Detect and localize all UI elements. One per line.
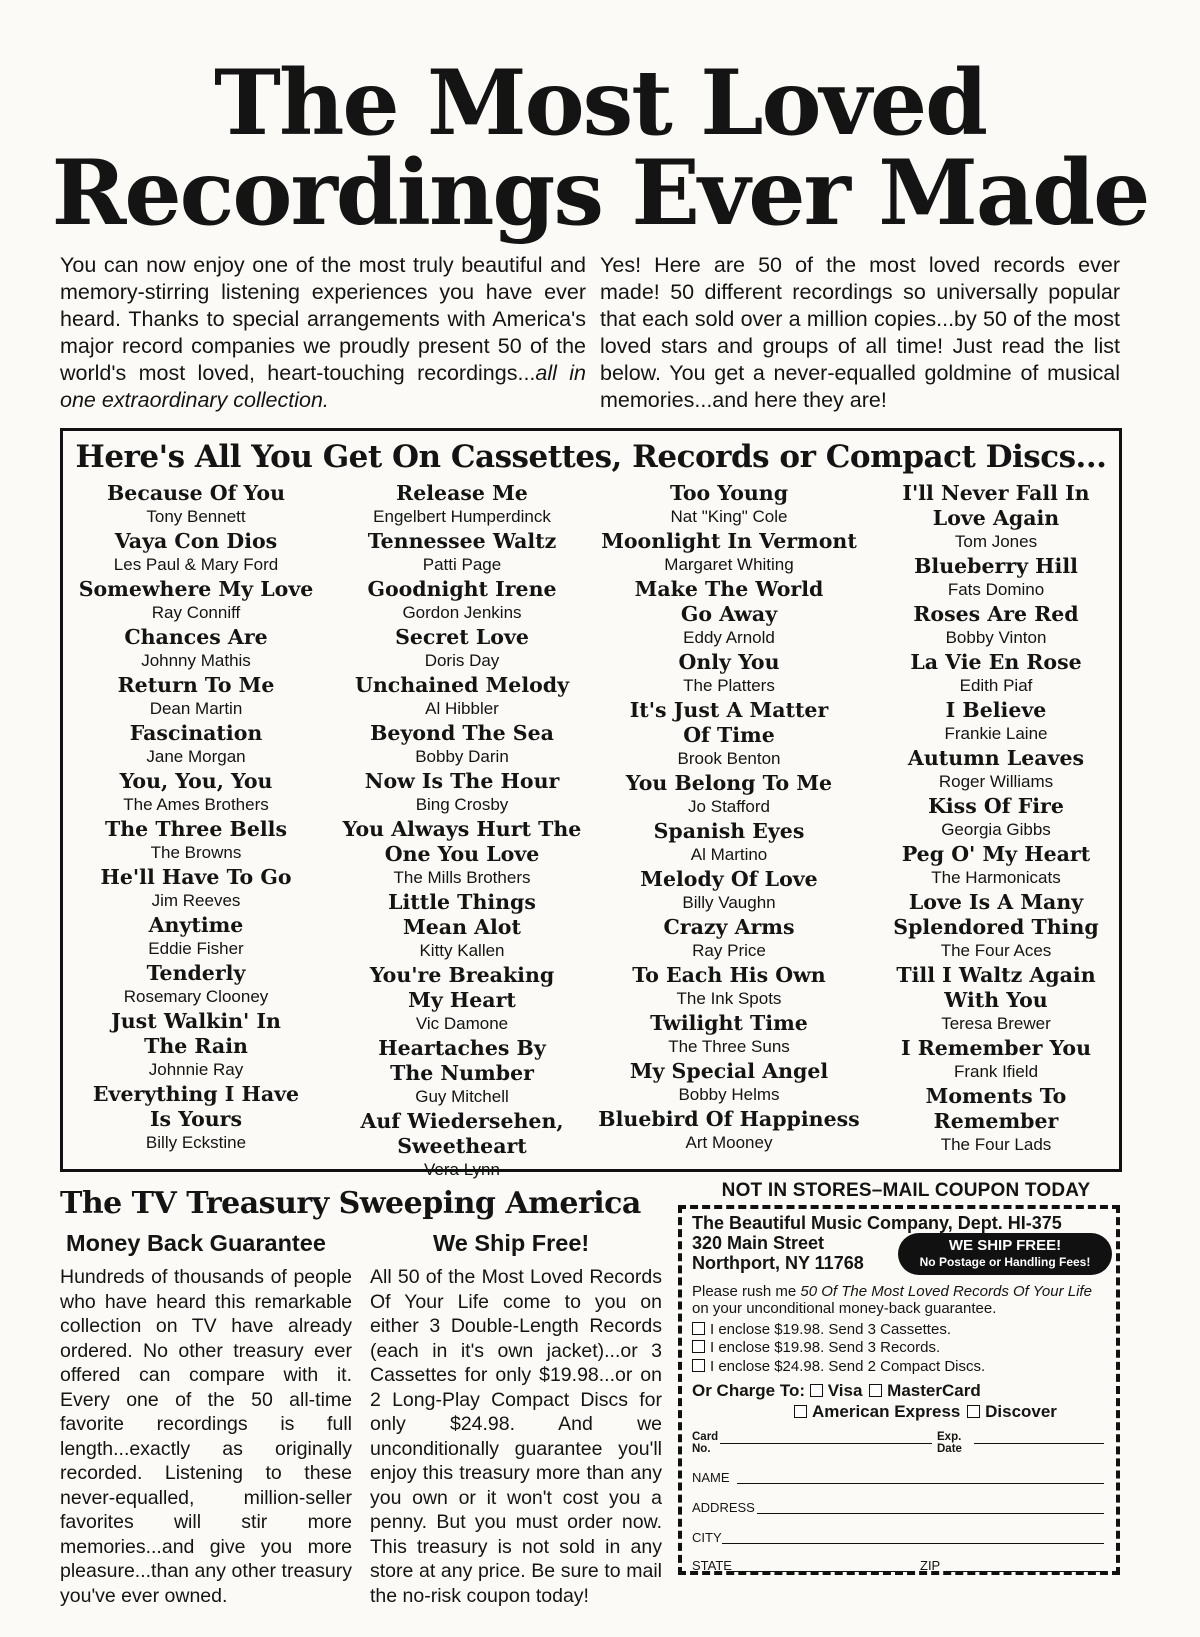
song-artist: Fats Domino <box>947 580 1045 599</box>
song-title: Goodnight Irene <box>367 577 557 601</box>
ship-heading: We Ship Free! <box>433 1230 590 1256</box>
card-discover[interactable] <box>967 1402 1057 1421</box>
song-entry <box>63 481 329 528</box>
song-column <box>863 481 1129 1157</box>
exp-date-label-2: Date <box>937 1443 962 1455</box>
song-title: You Always Hurt The <box>342 817 582 841</box>
song-title: Release Me <box>396 481 528 505</box>
song-entry <box>863 842 1129 889</box>
song-title: Somewhere My Love <box>78 577 314 601</box>
song-column <box>63 481 329 1155</box>
song-title: Of Time <box>683 723 775 747</box>
song-entry <box>863 1084 1129 1156</box>
song-entry <box>863 1036 1129 1083</box>
song-artist: The Mills Brothers <box>393 868 531 887</box>
song-entry <box>63 625 329 672</box>
intro-right-paragraph: Yes! Here are 50 of the most loved records ever made! 50 different recordings so universally popular that each sold over a million copies...by 50 of the most loved stars and groups of all time! Just read the list below. You get a never-equalled goldmine of musical memories...and here they are! <box>600 253 1120 412</box>
song-entry <box>63 817 329 864</box>
song-artist: Brook Benton <box>677 749 781 768</box>
song-title: I Believe <box>945 698 1047 722</box>
song-entry <box>63 769 329 816</box>
song-artist: Bobby Vinton <box>945 628 1047 647</box>
song-entry <box>329 1109 595 1181</box>
badge-line-1: WE SHIP FREE! <box>948 1237 1062 1254</box>
card-number-field[interactable] <box>720 1443 932 1444</box>
song-entry <box>329 625 595 672</box>
song-entry <box>63 1082 329 1154</box>
song-title: It's Just A Matter <box>629 698 829 722</box>
option-compact-discs-label: I enclose $24.98. Send 2 Compact Discs. <box>710 1358 986 1375</box>
guarantee-heading: Money Back Guarantee <box>66 1230 326 1256</box>
song-artist: Doris Day <box>424 651 500 670</box>
song-title: Twilight Time <box>650 1011 808 1035</box>
song-title: Too Young <box>669 481 789 505</box>
song-title: Go Away <box>680 602 778 626</box>
song-title: Beyond The Sea <box>370 721 554 745</box>
song-artist: Rosemary Clooney <box>123 987 269 1006</box>
song-entry <box>63 913 329 960</box>
song-artist: Bobby Darin <box>415 747 509 766</box>
free-shipping-badge <box>898 1233 1112 1275</box>
song-entry <box>63 1009 329 1081</box>
song-entry <box>63 961 329 1008</box>
song-artist: Vic Damone <box>415 1014 509 1033</box>
song-title: Splendored Thing <box>893 915 1099 939</box>
card-visa[interactable] <box>810 1381 863 1400</box>
card-visa-label: Visa <box>827 1381 863 1400</box>
song-artist: Billy Eckstine <box>145 1133 247 1152</box>
song-title: My Special Angel <box>629 1059 829 1083</box>
option-cassettes-label: I enclose $19.98. Send 3 Cassettes. <box>710 1321 951 1338</box>
song-entry <box>329 673 595 720</box>
song-artist: Roger Williams <box>938 772 1054 791</box>
song-title: Because Of You <box>106 481 285 505</box>
song-entry <box>596 1011 862 1058</box>
exp-date-field[interactable] <box>974 1443 1104 1444</box>
intro-left-text: You can now enjoy one of the most truly beautiful and memory-stirring listening experiences you have ever heard. Thanks to special arrangements with America's major record companies we proudly present 50 of the world's most loved, heart-touching recordings... <box>60 253 586 385</box>
song-title: One You Love <box>384 842 540 866</box>
intro-left-paragraph <box>60 252 586 414</box>
song-artist: Ray Price <box>692 941 766 960</box>
song-artist: Johnnie Ray <box>148 1060 244 1079</box>
song-artist: Bing Crosby <box>415 795 509 814</box>
option-cassettes[interactable] <box>692 1321 951 1339</box>
song-title: The Rain <box>144 1034 248 1058</box>
song-artist: Bobby Helms <box>678 1085 780 1104</box>
song-title: Autumn Leaves <box>907 746 1085 770</box>
song-title: Mean Alot <box>403 915 521 939</box>
song-entry <box>863 794 1129 841</box>
checkbox-records[interactable] <box>692 1340 705 1353</box>
song-entry <box>596 1059 862 1106</box>
song-artist: Frankie Laine <box>944 724 1048 743</box>
song-title: Moments To <box>925 1084 1067 1108</box>
song-title: Remember <box>933 1109 1059 1133</box>
song-entry <box>329 481 595 528</box>
song-title: Just Walkin' In <box>111 1009 281 1033</box>
song-entry <box>63 529 329 576</box>
song-title: Fascination <box>129 721 263 745</box>
song-artist: The Platters <box>683 676 775 695</box>
song-artist: Al Martino <box>690 845 768 864</box>
coupon-city: Northport, NY 11768 <box>692 1253 864 1273</box>
song-entry <box>329 529 595 576</box>
checkbox-mastercard[interactable] <box>869 1384 882 1397</box>
song-entry <box>329 890 595 962</box>
coupon-label: NOT IN STORES–MAIL COUPON TODAY <box>721 1180 1091 1201</box>
song-title: You're Breaking <box>369 963 555 987</box>
card-mastercard[interactable] <box>869 1381 981 1400</box>
card-number-label-2: No. <box>692 1443 711 1455</box>
song-artist: Art Mooney <box>685 1133 773 1152</box>
song-artist: Tom Jones <box>954 532 1038 551</box>
song-entry <box>329 577 595 624</box>
address-label: ADDRESS <box>692 1500 755 1515</box>
song-title: Sweetheart <box>397 1134 527 1158</box>
song-entry <box>863 746 1129 793</box>
song-column <box>329 481 595 1182</box>
song-title: The Three Bells <box>104 817 287 841</box>
song-title: Unchained Melody <box>354 673 570 697</box>
song-artist: Eddie Fisher <box>148 939 244 958</box>
song-entry <box>329 1036 595 1108</box>
song-artist: Dean Martin <box>149 699 243 718</box>
checkbox-visa[interactable] <box>810 1384 823 1397</box>
song-artist: Patti Page <box>422 555 502 574</box>
zip-field[interactable] <box>944 1571 1104 1572</box>
song-entry <box>596 577 862 649</box>
headline <box>0 50 1200 246</box>
song-entry <box>63 865 329 912</box>
song-artist: Jane Morgan <box>146 747 246 766</box>
ship-text: All 50 of the Most Loved Records Of Your Life come to you on either 3 Double-Length Records (each in it's own jacket)...or 3 Cassettes for only $19.98...or on 2 Long-Play Compact Discs for only $24.98. And we unconditionally guarantee you'll enjoy this treasury more than any you own or it won't cost you a penny. But you must order now. This treasury is not sold in any store at any price. Be sure to mail the no-risk coupon today! <box>370 1266 662 1607</box>
song-entry <box>863 963 1129 1035</box>
song-title: Heartaches By <box>378 1036 546 1060</box>
charge-row-2 <box>794 1402 1059 1422</box>
song-title: Now Is The Hour <box>364 769 560 793</box>
song-title: Chances Are <box>124 625 268 649</box>
song-entry <box>329 721 595 768</box>
song-artist: The Ames Brothers <box>123 795 269 814</box>
song-title: Bluebird Of Happiness <box>598 1107 860 1131</box>
charge-label: Or Charge To: <box>692 1381 806 1400</box>
card-discover-label: Discover <box>985 1402 1057 1421</box>
song-artist: The Browns <box>150 843 242 862</box>
song-title: I Remember You <box>901 1036 1091 1060</box>
song-artist: The Three Suns <box>668 1037 790 1056</box>
song-title: With You <box>944 988 1048 1012</box>
song-entry <box>596 481 862 528</box>
song-entry <box>596 867 862 914</box>
song-list-title: Here's All You Get On Cassettes, Records or Compact Discs... <box>75 439 1107 475</box>
name-label: NAME <box>692 1470 730 1485</box>
song-artist: Tony Bennett <box>146 507 246 526</box>
city-field[interactable] <box>722 1543 1104 1544</box>
song-title: Secret Love <box>395 625 529 649</box>
song-artist: Eddy Arnold <box>683 628 775 647</box>
song-list-box <box>60 428 1122 1179</box>
zip-label: ZIP <box>920 1558 941 1573</box>
song-artist: Edith Piaf <box>959 676 1033 695</box>
song-entry <box>596 650 862 697</box>
song-title: Tennessee Waltz <box>367 529 557 553</box>
option-records[interactable] <box>692 1339 940 1357</box>
address-field[interactable] <box>757 1513 1104 1514</box>
song-title: Kiss Of Fire <box>928 794 1064 818</box>
song-artist: Johnny Mathis <box>141 651 251 670</box>
song-title: I'll Never Fall In <box>902 481 1090 505</box>
song-artist: Frank Ifield <box>953 1062 1039 1081</box>
song-artist: Georgia Gibbs <box>941 820 1051 839</box>
song-artist: Nat "King" Cole <box>670 507 788 526</box>
song-entry <box>596 529 862 576</box>
song-artist: Gordon Jenkins <box>402 603 522 622</box>
order-coupon <box>678 1205 1120 1575</box>
song-entry <box>863 481 1129 553</box>
coupon-rush-text <box>692 1283 1112 1317</box>
song-title: Is Yours <box>149 1107 243 1131</box>
headline-line-1: The Most Loved <box>213 50 987 156</box>
song-entry <box>329 963 595 1035</box>
song-artist: Engelbert Humperdinck <box>373 507 551 526</box>
song-entry <box>596 915 862 962</box>
song-entry <box>863 698 1129 745</box>
song-entry <box>63 673 329 720</box>
song-artist: Guy Mitchell <box>415 1087 509 1106</box>
song-title: Little Things <box>388 890 536 914</box>
song-artist: The Four Lads <box>940 1135 1052 1154</box>
card-number-label-1: Card <box>692 1431 719 1443</box>
song-title: Crazy Arms <box>663 915 795 939</box>
song-title: Everything I Have <box>92 1082 300 1106</box>
option-records-label: I enclose $19.98. Send 3 Records. <box>710 1339 941 1356</box>
coupon-street: 320 Main Street <box>692 1233 825 1253</box>
checkbox-cassettes[interactable] <box>692 1322 705 1335</box>
song-title: To Each His Own <box>632 963 826 987</box>
card-number-label <box>692 1431 718 1455</box>
song-artist: Billy Vaughn <box>682 893 776 912</box>
checkbox-amex[interactable] <box>794 1405 807 1418</box>
option-compact-discs[interactable] <box>692 1358 985 1376</box>
song-entry <box>63 721 329 768</box>
song-title: He'll Have To Go <box>100 865 292 889</box>
song-artist: Jo Stafford <box>688 797 770 816</box>
song-title: My Heart <box>408 988 516 1012</box>
song-entry <box>596 698 862 770</box>
rush-text-italic: 50 Of The Most Loved Records Of Your Life <box>800 1283 1092 1300</box>
card-amex[interactable] <box>794 1402 960 1421</box>
song-title: Make The World <box>634 577 824 601</box>
song-artist: The Harmonicats <box>931 868 1061 887</box>
song-title: You Belong To Me <box>625 771 833 795</box>
song-title: Roses Are Red <box>913 602 1079 626</box>
song-title: Love Is A Many <box>908 890 1084 914</box>
song-title: Spanish Eyes <box>653 819 805 843</box>
charge-row <box>692 1381 983 1401</box>
song-entry <box>863 554 1129 601</box>
song-entry <box>596 1107 862 1154</box>
song-artist: Ray Conniff <box>151 603 241 622</box>
song-entry <box>63 577 329 624</box>
city-label: CITY <box>692 1530 722 1545</box>
song-title: Tenderly <box>146 961 246 985</box>
song-artist: Al Hibbler <box>425 699 499 718</box>
guarantee-text: Hundreds of thousands of people who have heard this remarkable collection on TV have already ordered. No other treasury ever offered can compare with it. Every one of the 50 all-time favorite recordings is full length...exactly as originally recorded. Listening to these never-equalled, million-seller favorites will stir more memories...and give you more pleasure...than any other treasury you've ever owned. <box>60 1266 352 1607</box>
song-artist: Vera Lynn <box>424 1160 500 1179</box>
rush-text-2: on your unconditional money-back guarantee. <box>692 1300 997 1317</box>
song-entry <box>863 650 1129 697</box>
song-entry <box>596 819 862 866</box>
song-title: Melody Of Love <box>640 867 818 891</box>
song-title: Moonlight In Vermont <box>601 529 857 553</box>
song-title: The Number <box>390 1061 534 1085</box>
song-artist: Kitty Kallen <box>419 941 505 960</box>
song-artist: The Ink Spots <box>676 989 782 1008</box>
song-entry <box>329 817 595 889</box>
badge-line-2: No Postage or Handling Fees! <box>919 1255 1091 1269</box>
state-label: STATE <box>692 1558 732 1573</box>
coupon-company: The Beautiful Music Company, Dept. HI-375 <box>692 1213 1062 1233</box>
song-entry <box>863 602 1129 649</box>
song-title: Return To Me <box>117 673 275 697</box>
song-title: Peg O' My Heart <box>901 842 1091 866</box>
state-field[interactable] <box>732 1571 912 1572</box>
song-title: Auf Wiedersehen, <box>360 1109 564 1133</box>
headline-line-2: Recordings Ever Made <box>51 140 1149 246</box>
checkbox-compact-discs[interactable] <box>692 1359 705 1372</box>
song-artist: The Four Aces <box>940 941 1052 960</box>
song-title: Love Again <box>932 506 1060 530</box>
song-column <box>596 481 862 1155</box>
song-title: Anytime <box>148 913 244 937</box>
song-title: La Vie En Rose <box>910 650 1082 674</box>
song-artist: Margaret Whiting <box>664 555 794 574</box>
song-entry <box>863 890 1129 962</box>
song-title: Vaya Con Dios <box>114 529 278 553</box>
card-amex-label: American Express <box>812 1402 961 1421</box>
exp-date-label-1: Exp. <box>937 1431 962 1443</box>
name-field[interactable] <box>737 1483 1104 1484</box>
song-artist: Les Paul & Mary Ford <box>113 555 279 574</box>
song-entry <box>329 769 595 816</box>
song-artist: Teresa Brewer <box>941 1014 1051 1033</box>
song-entry <box>596 771 862 818</box>
checkbox-discover[interactable] <box>967 1405 980 1418</box>
treasury-title: The TV Treasury Sweeping America <box>60 1186 641 1221</box>
exp-date-label <box>937 1431 962 1455</box>
rush-text-1: Please rush me <box>692 1283 801 1300</box>
song-entry <box>596 963 862 1010</box>
song-title: Till I Waltz Again <box>896 963 1096 987</box>
song-artist: Jim Reeves <box>151 891 241 910</box>
song-title: Only You <box>678 650 780 674</box>
song-title: Blueberry Hill <box>914 554 1078 578</box>
intro-left-emphasis: all in one extraordinary collection. <box>60 361 587 412</box>
card-mastercard-label: MasterCard <box>887 1381 981 1400</box>
song-title: You, You, You <box>119 769 273 793</box>
